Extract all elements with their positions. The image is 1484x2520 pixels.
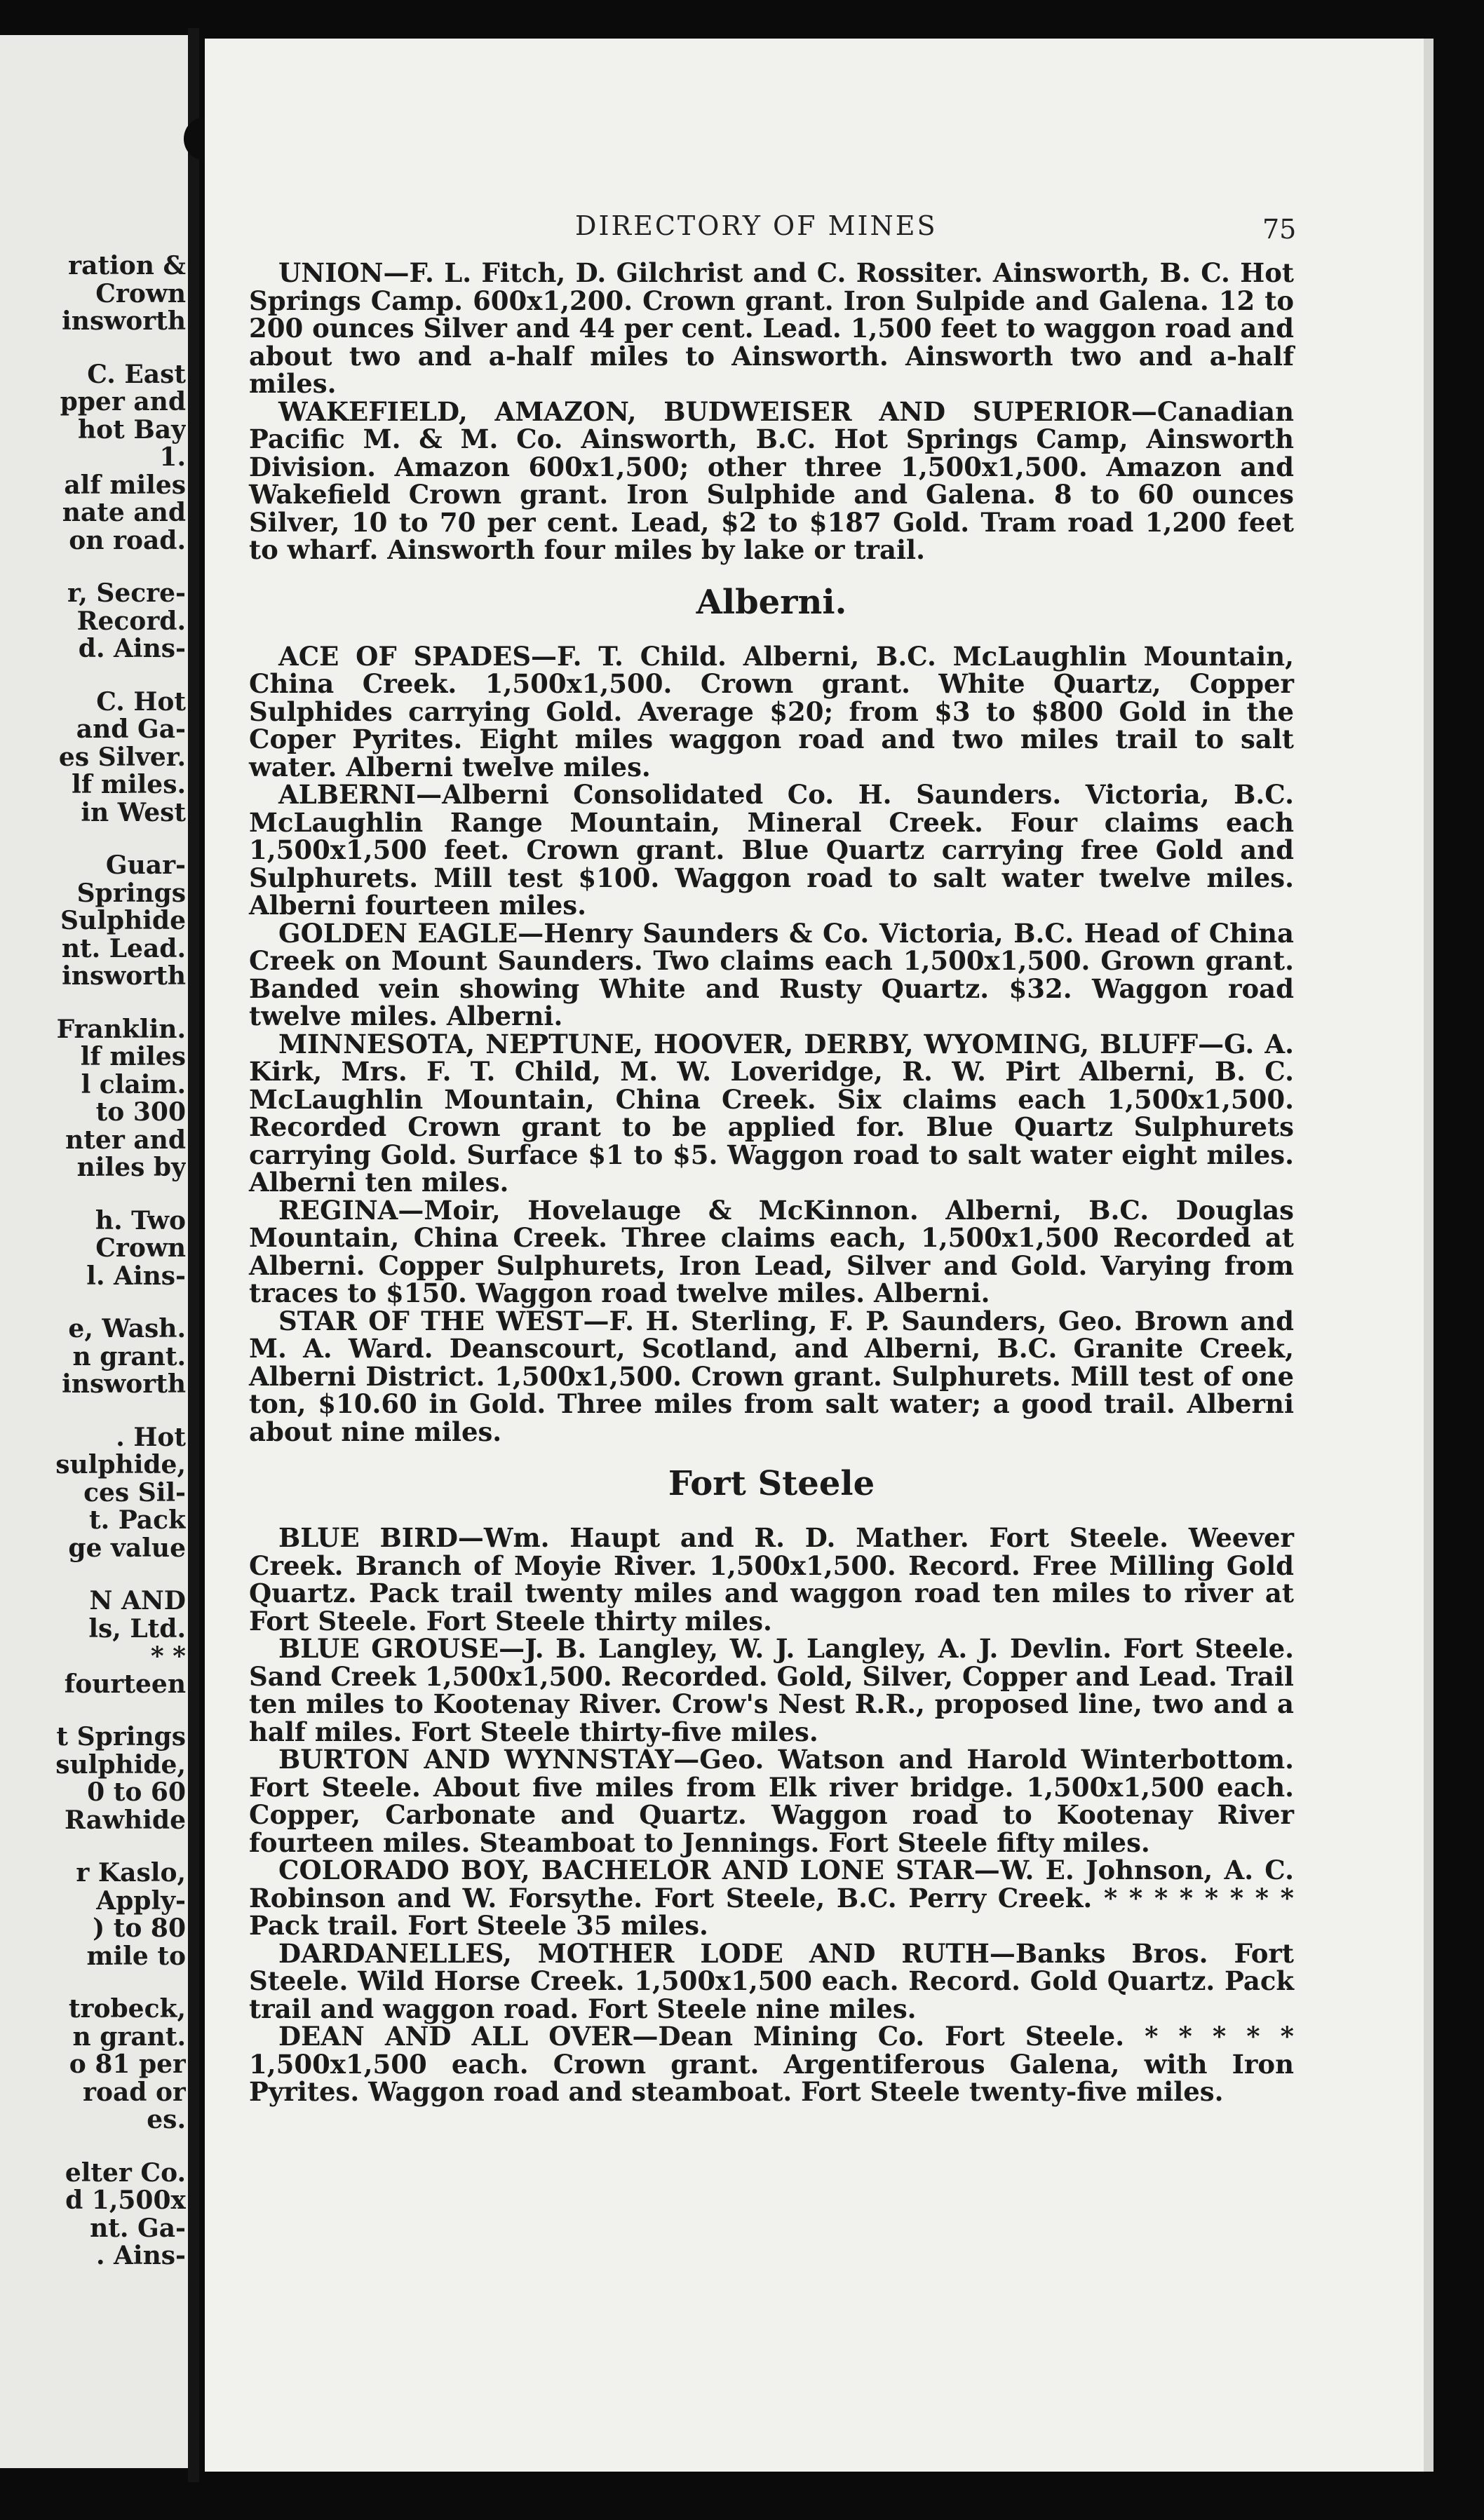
facing-page-line — [0, 1562, 186, 1587]
facing-page-line: nate and — [62, 499, 186, 527]
facing-page-line: r, Secre- — [67, 580, 186, 608]
facing-page-line: ) to 80 — [93, 1915, 186, 1943]
mine-entry: BURTON AND WYNNSTAY—Geo. Watson and Harold Winterbottom. Fort Steele. About five miles from Elk river bridge. 1,500x1,500 each. Copper, Carbonate and Quartz. Waggon road to Kootenay River fourteen miles. Steamboat to Jennings. Fort Steele fifty miles. — [249, 1744, 1294, 1858]
page-number: 75 — [1262, 214, 1297, 245]
mine-entry: BLUE GROUSE—J. B. Langley, W. J. Langley, A. J. Devlin. Fort Steele. Sand Creek 1,500x1,500. Recorded. Gold, Silver, Copper and Lead. Trail ten miles to Kootenay River. Crow's Nest R.R., proposed line, two and a half miles. Fort Steele thirty-five miles. — [249, 1633, 1294, 1747]
facing-page-line — [0, 1970, 186, 1996]
facing-page-line: ls, Ltd. — [88, 1615, 186, 1643]
facing-page-line: Sulphide — [60, 907, 186, 935]
facing-page-line: insworth — [62, 308, 186, 336]
facing-page-line — [0, 555, 186, 580]
facing-page-line: Crown — [95, 280, 186, 308]
facing-page-line: t Springs — [56, 1723, 186, 1752]
facing-page-line: n grant. — [72, 2023, 186, 2051]
facing-page-line — [0, 2134, 186, 2160]
facing-page-line: Apply- — [96, 1887, 186, 1915]
mine-entry: ALBERNI—Alberni Consolidated Co. H. Saunders. Victoria, B.C. McLaughlin Range Mountain, Mineral Creek. Four claims each 1,500x1,500 feet. Crown grant. Blue Quartz carrying free Gold and Sulphurets. Mill test $100. Waggon road to salt water twelve miles. Alberni fourteen miles. — [249, 779, 1294, 921]
facing-page-line: l claim. — [81, 1071, 186, 1099]
facing-page-line: h. Two — [95, 1207, 186, 1235]
facing-page-line: o 81 per — [69, 2051, 186, 2079]
facing-page-text — [0, 252, 186, 2270]
facing-page-line: C. Hot — [96, 688, 186, 716]
mine-entry: REGINA—Moir, Hovelauge & McKinnon. Alberni, B.C. Douglas Mountain, China Creek. Three claims each, 1,500x1,500 Recorded at Alberni. Copper Sulphurets, Iron Lead, Silver and Gold. Varying from traces to $150. Waggon road twelve miles. Alberni. — [249, 1194, 1294, 1308]
facing-page-line — [0, 1182, 186, 1207]
facing-page-line: * * — [150, 1643, 186, 1671]
mine-entry: UNION—F. L. Fitch, D. Gilchrist and C. Rossiter. Ainsworth, B. C. Hot Springs Camp. 600x1,200. Crown grant. Iron Sulpide and Galena. 12 to 200 ounces Silver and 44 per cent. Lead. 1,500 feet to waggon road and about two and a-half miles to Ainsworth. Ainsworth two and a-half miles. — [249, 257, 1294, 399]
facing-page-line: nt. Lead. — [61, 935, 186, 963]
facing-page-line: es Silver. — [58, 743, 186, 771]
facing-page-line: Guar- — [105, 852, 186, 880]
facing-page-line: fourteen — [64, 1670, 186, 1698]
facing-page-line: hot Bay — [77, 416, 186, 444]
book-spine — [188, 28, 199, 2482]
facing-page-line: lf miles — [80, 1043, 186, 1071]
facing-page-line: ces Sil- — [83, 1479, 186, 1507]
mine-entry: STAR OF THE WEST—F. H. Sterling, F. P. Saunders, Geo. Brown and M. A. Ward. Deanscourt, Scotland, and Alberni, B.C. Granite Creek, Alberni District. 1,500x1,500. Crown grant. Sulphurets. Mill test of one ton, $10.60 in Gold. Three miles from salt water; a good trail. Alberni about nine miles. — [249, 1305, 1294, 1447]
facing-page-line — [0, 827, 186, 852]
facing-page-line — [0, 991, 186, 1016]
facing-page-line — [0, 663, 186, 689]
facing-page-line — [0, 1290, 186, 1315]
facing-page-line: 1. — [159, 444, 186, 472]
facing-page-line: l. Ains- — [86, 1262, 186, 1290]
facing-page-line — [0, 1834, 186, 1859]
facing-page-line: lf miles. — [72, 771, 186, 799]
facing-page-line: d 1,500x — [65, 2187, 186, 2215]
mine-entry: COLORADO BOY, BACHELOR AND LONE STAR—W. E. Johnson, A. C. Robinson and W. Forsythe. Fort Steele, B.C. Perry Creek. * * * * * * * * Pack trail. Fort Steele 35 miles. — [249, 1855, 1294, 1941]
main-column — [249, 259, 1294, 2106]
section-heading-fort-steele: Fort Steele — [668, 1464, 875, 1503]
facing-page-line: n grant. — [72, 1343, 186, 1371]
mine-entry: WAKEFIELD, AMAZON, BUDWEISER AND SUPERIOR—Canadian Pacific M. & M. Co. Ainsworth, B.C. Hot Springs Camp, Ainsworth Division. Amazon 600x1,500; other three 1,500x1,500. Amazon and Wakefield Crown grant. Iron Sulphide and Galena. 8 to 60 ounces Silver, 10 to 70 per cent. Lead, $2 to $187 Gold. Tram road 1,200 feet to wharf. Ainsworth four miles by lake or trail. — [249, 395, 1294, 565]
mine-entry: DARDANELLES, MOTHER LODE AND RUTH—Banks Bros. Fort Steele. Wild Horse Creek. 1,500x1,500 each. Record. Gold Quartz. Pack trail and waggon road. Fort Steele nine miles. — [249, 1937, 1294, 2024]
facing-page-line: sulphide, — [55, 1451, 186, 1479]
facing-page-line: t. Pack — [89, 1507, 186, 1535]
facing-page-line: insworth — [62, 1371, 186, 1399]
facing-page-line: nter and — [65, 1126, 186, 1154]
section-heading-alberni: Alberni. — [696, 582, 847, 622]
facing-page-line — [0, 1698, 186, 1723]
facing-page-line: sulphide, — [55, 1751, 186, 1779]
facing-page-line: r Kaslo, — [76, 1859, 186, 1888]
mine-entry: GOLDEN EAGLE—Henry Saunders & Co. Victoria, B.C. Head of China Creek on Mount Saunders. Two claims each 1,500x1,500. Grown grant. Banded vein showing White and Rusty Quartz. $32. Waggon road twelve miles. Alberni. — [249, 917, 1294, 1031]
facing-page-line: . Hot — [116, 1423, 186, 1451]
facing-page-line: Rawhide — [65, 1806, 186, 1834]
facing-page-line — [0, 336, 186, 361]
facing-page-line: alf miles — [64, 471, 186, 499]
facing-page-line: on road. — [69, 527, 186, 555]
facing-page-line: ge value — [68, 1534, 186, 1562]
running-header: DIRECTORY OF MINES — [575, 210, 938, 241]
facing-page-line: Franklin. — [56, 1015, 186, 1043]
facing-page-line — [0, 1399, 186, 1424]
facing-page-line: insworth — [62, 963, 186, 991]
mine-entry: MINNESOTA, NEPTUNE, HOOVER, DERBY, WYOMING, BLUFF—G. A. Kirk, Mrs. F. T. Child, M. W. Loveridge, R. W. Pirt Alberni, B. C. McLaughlin Mountain, China Creek. Six claims each 1,500x1,500. Recorded Crown grant to be applied for. Blue Quartz Sulphurets carrying Gold. Surface $1 to $5. Waggon road to salt water eight miles. Alberni ten miles. — [249, 1028, 1294, 1198]
mine-entry: ACE OF SPADES—F. T. Child. Alberni, B.C. McLaughlin Mountain, China Creek. 1,500x1,500. Crown grant. White Quartz, Copper Sulphides carrying Gold. Average $20; from $3 to $800 Gold in the Coper Pyrites. Eight miles waggon road and two miles trail to salt water. Alberni twelve miles. — [249, 640, 1294, 783]
facing-page-line: Crown — [95, 1235, 186, 1263]
facing-page-line: and Ga- — [76, 716, 186, 744]
facing-page-line: N AND — [89, 1587, 186, 1615]
facing-page-line: ration & — [68, 252, 186, 280]
facing-page-line: e, Wash. — [68, 1315, 186, 1343]
mine-entry: DEAN AND ALL OVER—Dean Mining Co. Fort Steele. * * * * * 1,500x1,500 each. Crown grant. Argentiferous Galena, with Iron Pyrites. Waggon road and steamboat. Fort Steele twenty-five miles. — [249, 2021, 1294, 2107]
facing-page-line: pper and — [60, 388, 186, 416]
facing-page-line: Springs — [76, 879, 186, 907]
facing-page-line: in West — [81, 799, 186, 827]
facing-page-line: Record. — [76, 607, 186, 635]
facing-page-line: d. Ains- — [78, 635, 186, 663]
facing-page-line: niles by — [76, 1154, 186, 1182]
facing-page-line: . Ains- — [95, 2242, 186, 2270]
facing-page-line: 0 to 60 — [87, 1779, 186, 1807]
facing-page-line: mile to — [86, 1942, 186, 1970]
facing-page-line: trobeck, — [68, 1996, 186, 2024]
facing-page-line: road or — [83, 2078, 186, 2106]
facing-page-line: es. — [147, 2106, 186, 2134]
facing-page-fragment — [0, 35, 189, 2468]
facing-page-line: nt. Ga- — [90, 2214, 186, 2242]
facing-page-line: elter Co. — [65, 2159, 186, 2187]
mine-entry: BLUE BIRD—Wm. Haupt and R. D. Mather. Fort Steele. Weever Creek. Branch of Moyie River. 1,500x1,500. Record. Free Milling Gold Quartz. Pack trail twenty miles and waggon road ten miles to river at Fort Steele. Fort Steele thirty miles. — [249, 1522, 1294, 1637]
facing-page-line: to 300 — [95, 1099, 186, 1127]
facing-page-line: C. East — [87, 360, 186, 388]
